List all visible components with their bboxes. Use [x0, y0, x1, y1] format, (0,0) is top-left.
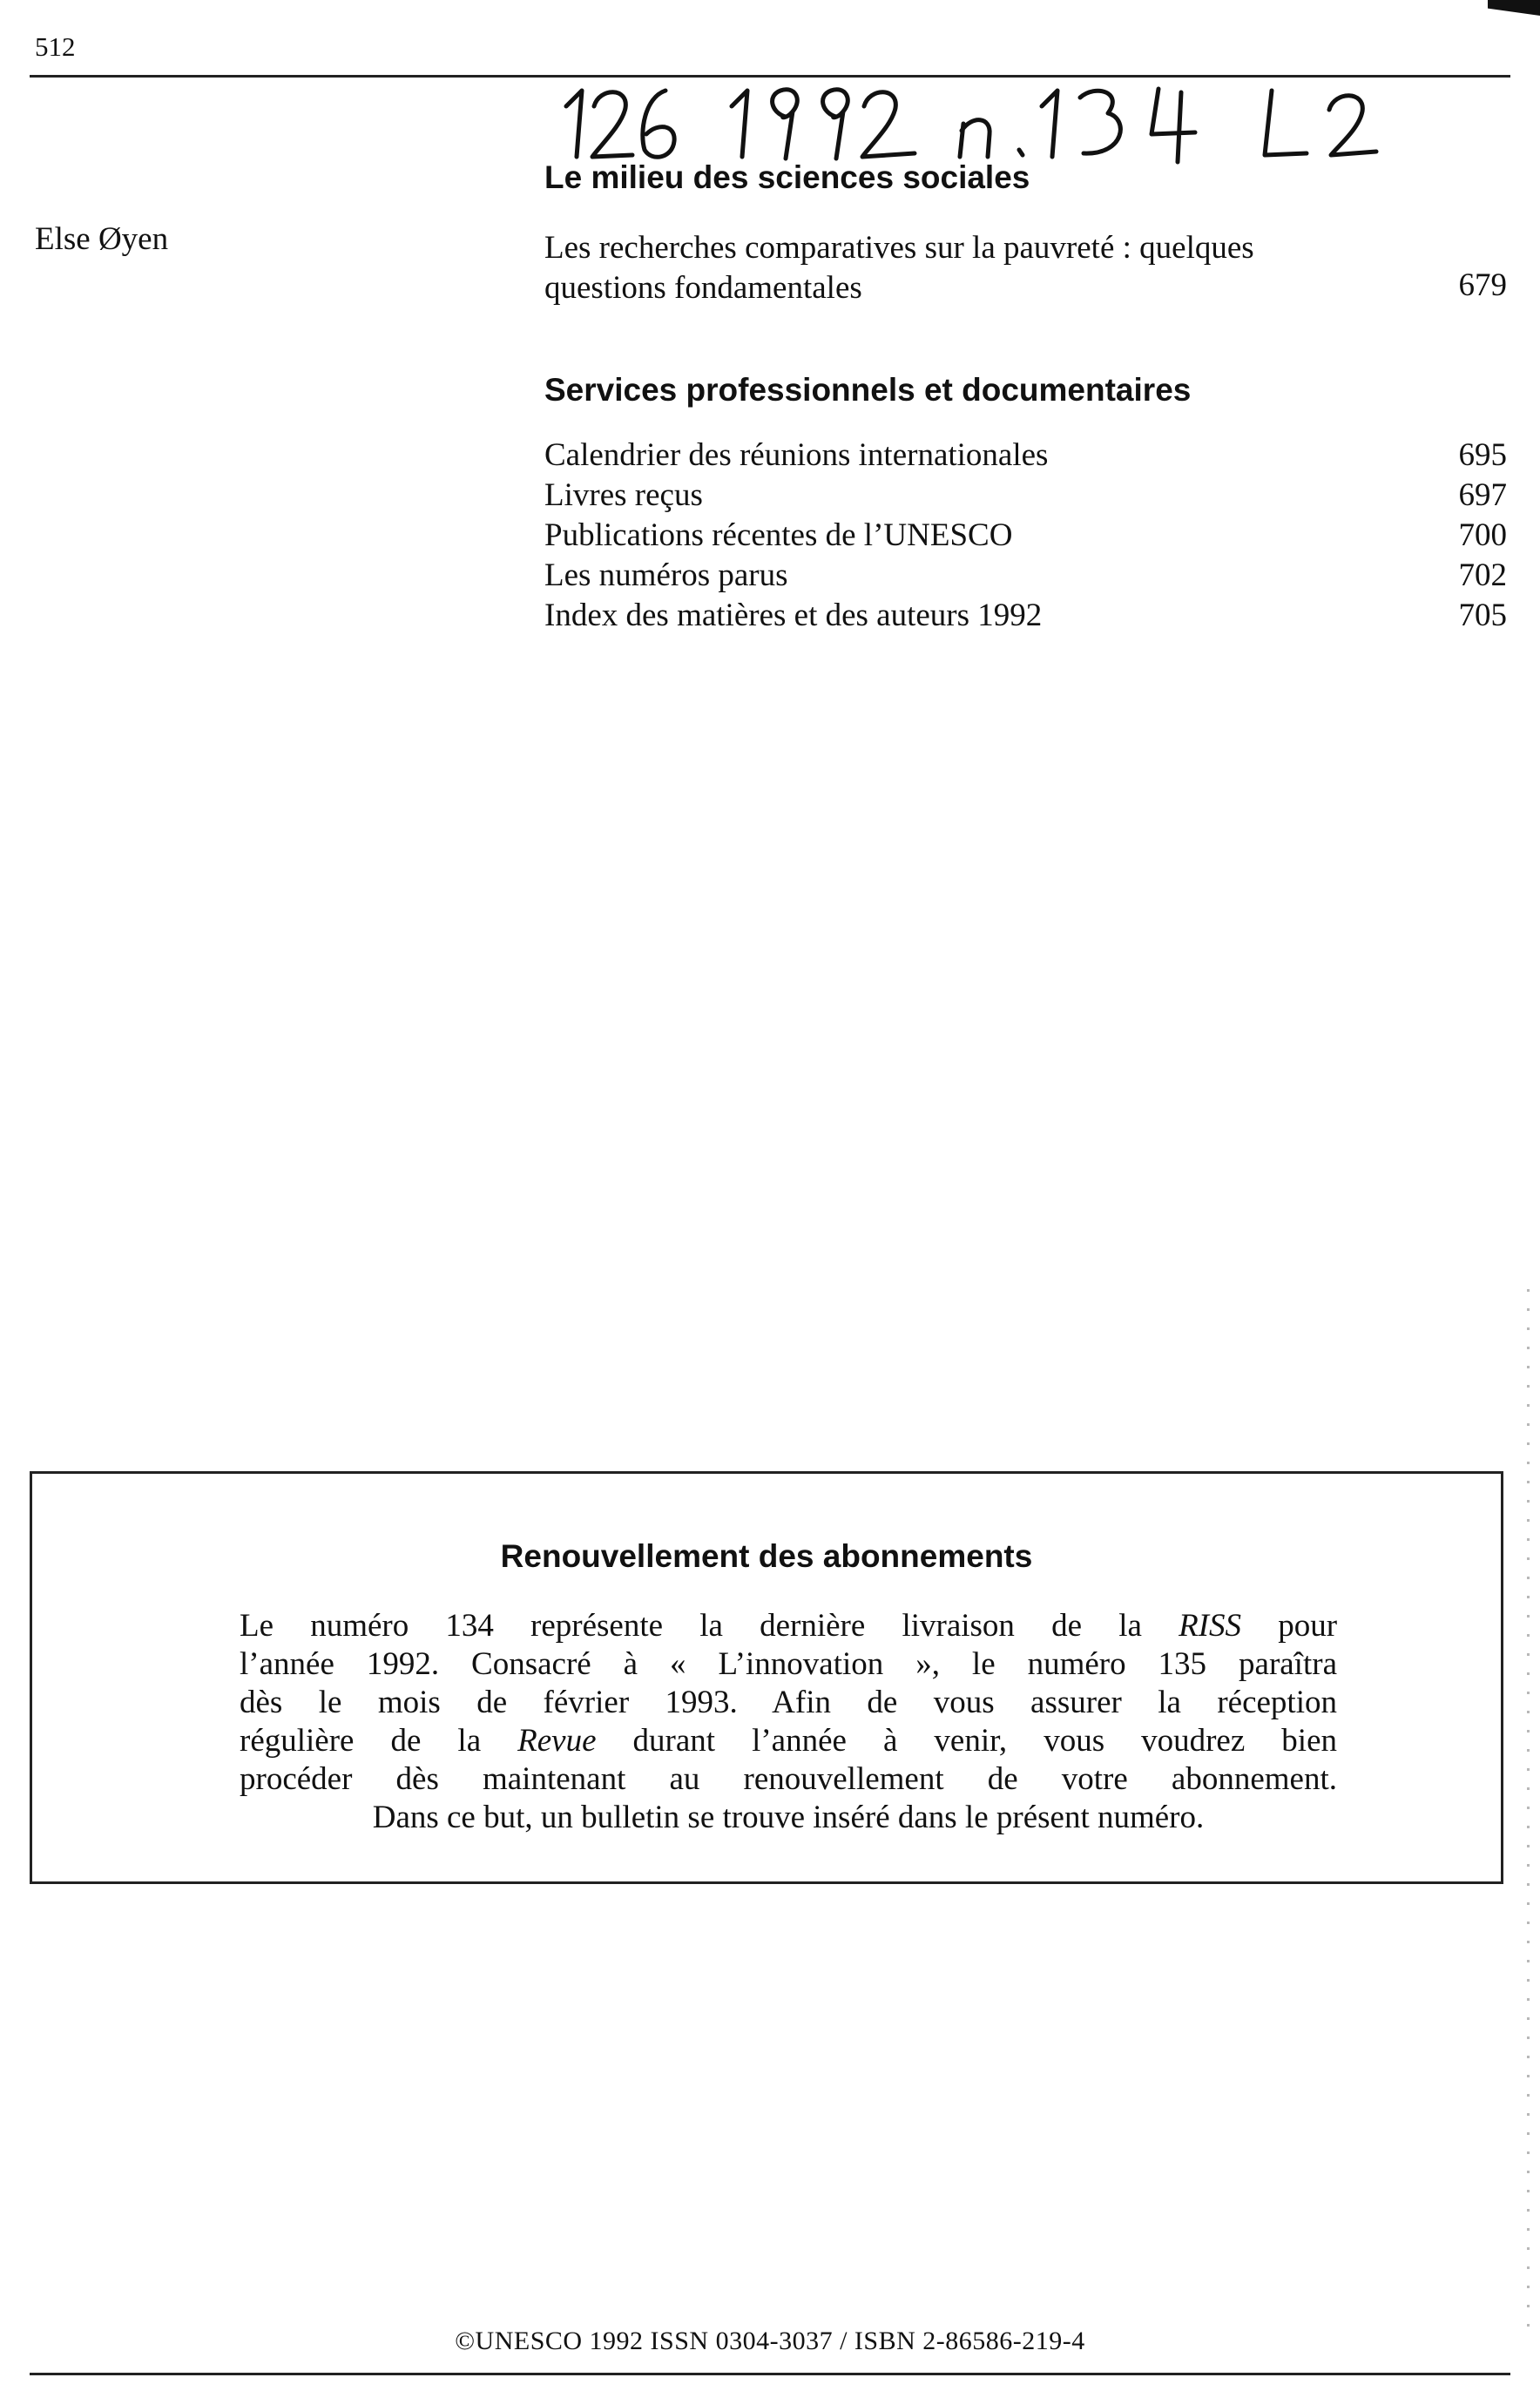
revue-title: Revue: [517, 1723, 597, 1759]
toc-entry-title: Calendrier des réunions internationales: [544, 437, 1049, 473]
section-heading-services: Services professionnels et documentaires: [544, 372, 1192, 408]
renewal-text-line: l’année 1992. Consacré à « L’innovation », le numéro 135 paraîtra: [240, 1646, 1337, 1682]
scan-edge-marks: [1527, 1289, 1530, 2334]
entry-author: Else Øyen: [35, 221, 169, 257]
toc-entry-page: 695: [1458, 437, 1507, 473]
toc-entry-title: [544, 228, 1254, 308]
toc-entry-page: 702: [1458, 557, 1507, 593]
toc-entry-title: Les numéros parus: [544, 557, 788, 593]
footer-copyright: ©UNESCO 1992 ISSN 0304-3037 / ISBN 2-86586-219-4: [455, 2327, 1085, 2355]
renewal-text-line: procéder dès maintenant au renouvellement de votre abonnement.: [240, 1761, 1337, 1797]
renewal-notice-text: [240, 1607, 1337, 1837]
renewal-text-line: [240, 1722, 1337, 1760]
renewal-text-line: dès le mois de février 1993. Afin de vous assurer la réception: [240, 1685, 1337, 1720]
toc-entry-title-line: Les recherches comparatives sur la pauvreté : quelques: [544, 230, 1254, 266]
toc-entry-title-line: questions fondamentales: [544, 270, 862, 306]
renewal-text-fragment: régulière de la: [240, 1723, 482, 1759]
section-heading-milieu: Le milieu des sciences sociales: [544, 159, 1030, 195]
toc-entry-page: 705: [1458, 598, 1507, 633]
renewal-text-line: Dans ce but, un bulletin se trouve inséré dans le présent numéro.: [372, 1800, 1205, 1835]
bottom-rule: [30, 2373, 1510, 2375]
renewal-text-fragment: Le numéro 134 représente la dernière livraison de la: [240, 1608, 1142, 1644]
renewal-text-fragment: durant l’année à venir, vous voudrez bien: [632, 1723, 1337, 1759]
toc-entry-page: 697: [1458, 477, 1507, 513]
page-number: 512: [35, 31, 76, 62]
toc-entry-page: 700: [1458, 517, 1507, 553]
renewal-text-fragment: pour: [1278, 1608, 1338, 1644]
renewal-notice-box: [30, 1471, 1503, 1884]
toc-entry-title: Index des matières et des auteurs 1992: [544, 598, 1043, 633]
riss-title: RISS: [1179, 1608, 1242, 1644]
toc-entry-page: 679: [1458, 267, 1507, 303]
toc-entry-title: Livres reçus: [544, 477, 703, 513]
handwritten-note: [557, 71, 1394, 167]
renewal-text-line: [240, 1607, 1337, 1645]
corner-scan-mark: [1488, 0, 1540, 16]
renewal-notice-title: Renouvellement des abonnements: [500, 1538, 1033, 1574]
toc-entry-title: Publications récentes de l’UNESCO: [544, 517, 1013, 553]
